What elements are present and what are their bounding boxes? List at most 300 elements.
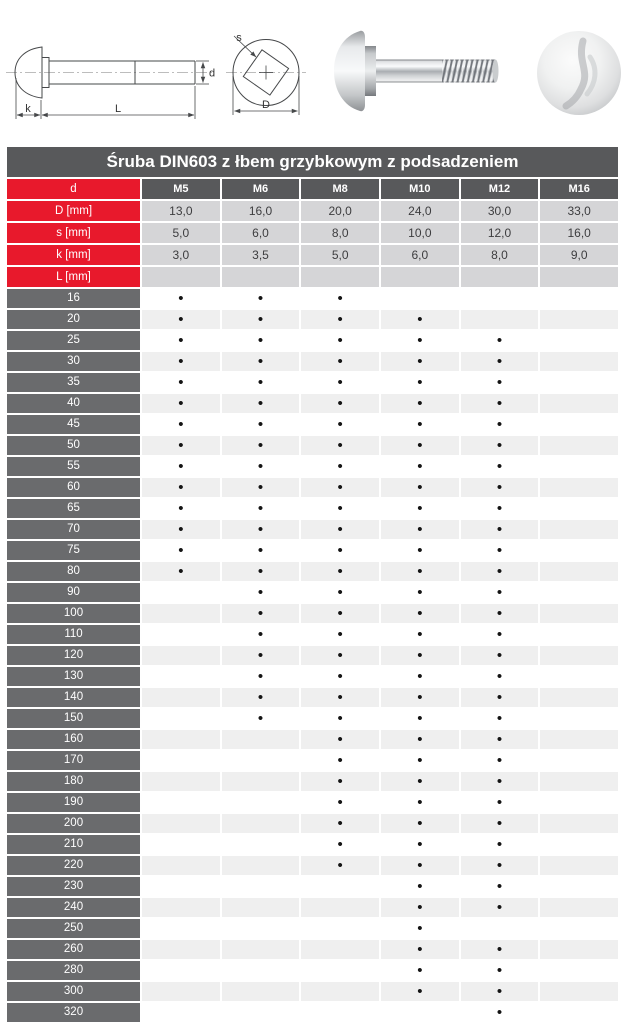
empty-cell: [142, 267, 220, 287]
availability-cell: [381, 877, 459, 896]
bolt-photo: [330, 28, 502, 116]
availability-dot: •: [257, 332, 264, 349]
side-view-drawing: [6, 47, 216, 119]
length-row: [7, 709, 618, 728]
dimension-value: 24,0: [381, 201, 459, 221]
availability-cell: [301, 940, 379, 959]
availability-cell: [222, 856, 300, 875]
availability-cell: [222, 667, 300, 686]
dimension-value: 3,0: [142, 245, 220, 265]
availability-dot: •: [257, 521, 264, 538]
availability-cell: [461, 289, 539, 308]
availability-cell: [540, 961, 618, 980]
dimension-label: s [mm]: [7, 223, 140, 243]
length-row: [7, 940, 618, 959]
availability-cell: [142, 793, 220, 812]
availability-cell: [461, 352, 539, 371]
availability-cell: [142, 625, 220, 644]
availability-cell: [381, 415, 459, 434]
availability-cell: [540, 688, 618, 707]
availability-cell: [381, 793, 459, 812]
availability-dot: •: [496, 836, 503, 853]
availability-dot: •: [417, 416, 423, 433]
availability-cell: [381, 499, 459, 518]
availability-cell: [381, 583, 459, 602]
availability-dot: •: [337, 584, 343, 601]
dimension-value: 6,0: [222, 223, 300, 243]
availability-dot: •: [257, 311, 264, 328]
availability-dot: •: [337, 458, 343, 475]
availability-cell: [222, 814, 300, 833]
col-header-m10: M10: [381, 179, 459, 199]
length-value-cell: 250: [7, 919, 140, 938]
availability-cell: [222, 604, 300, 623]
length-value-cell: 140: [7, 688, 140, 707]
availability-cell: [142, 373, 220, 392]
availability-dot: •: [178, 290, 184, 307]
availability-cell: [540, 541, 618, 560]
availability-cell: [222, 877, 300, 896]
availability-cell: [540, 856, 618, 875]
availability-cell: [540, 877, 618, 896]
availability-dot: •: [496, 416, 503, 433]
length-row: [7, 604, 618, 623]
length-row: [7, 898, 618, 917]
availability-cell: [461, 415, 539, 434]
availability-cell: [142, 562, 220, 581]
availability-dot: •: [496, 437, 503, 454]
availability-cell: [461, 499, 539, 518]
availability-dot: •: [257, 500, 264, 517]
availability-dot: •: [337, 668, 343, 685]
availability-cell: [301, 982, 379, 1001]
length-row: [7, 835, 618, 854]
availability-cell: [301, 1003, 379, 1022]
availability-cell: [381, 520, 459, 539]
availability-cell: [142, 667, 220, 686]
availability-cell: [381, 667, 459, 686]
availability-cell: [381, 709, 459, 728]
availability-cell: [540, 814, 618, 833]
availability-cell: [222, 373, 300, 392]
availability-dot: •: [257, 374, 264, 391]
availability-dot: •: [337, 836, 343, 853]
availability-dot: •: [337, 647, 343, 664]
availability-dot: •: [496, 752, 503, 769]
dimension-value: 33,0: [540, 201, 618, 221]
availability-cell: [540, 478, 618, 497]
availability-dot: •: [417, 605, 423, 622]
length-value-cell: 200: [7, 814, 140, 833]
availability-dot: •: [337, 794, 343, 811]
dimension-rows: [7, 201, 618, 265]
availability-cell: [461, 562, 539, 581]
availability-dot: •: [178, 332, 184, 349]
availability-cell: [222, 961, 300, 980]
availability-cell: [381, 436, 459, 455]
bolt-head: [334, 31, 365, 111]
availability-dot: •: [496, 815, 503, 832]
availability-dot: •: [257, 479, 264, 496]
availability-cell: [381, 352, 459, 371]
bolt-shank: [376, 60, 444, 83]
availability-cell: [142, 289, 220, 308]
availability-dot: •: [496, 458, 503, 475]
D-dim-label: D: [262, 99, 270, 111]
d-dim-label: d: [209, 67, 216, 80]
bolt-tip: [493, 60, 499, 83]
availability-dot: •: [417, 584, 423, 601]
availability-cell: [142, 856, 220, 875]
availability-cell: [142, 541, 220, 560]
availability-cell: [461, 856, 539, 875]
availability-dot: •: [496, 374, 503, 391]
availability-cell: [142, 919, 220, 938]
availability-dot: •: [257, 626, 264, 643]
availability-dot: •: [496, 689, 503, 706]
availability-dot: •: [257, 458, 264, 475]
availability-cell: [540, 415, 618, 434]
availability-cell: [301, 394, 379, 413]
availability-cell: [540, 919, 618, 938]
availability-cell: [142, 709, 220, 728]
dimension-value: 30,0: [461, 201, 539, 221]
availability-cell: [461, 331, 539, 350]
availability-cell: [381, 646, 459, 665]
availability-dot: •: [496, 941, 503, 958]
availability-cell: [222, 352, 300, 371]
availability-dot: •: [417, 794, 423, 811]
availability-cell: [222, 982, 300, 1001]
availability-dot: •: [337, 773, 343, 790]
availability-dot: •: [496, 605, 503, 622]
length-row: [7, 562, 618, 581]
availability-cell: [540, 352, 618, 371]
availability-dot: •: [417, 899, 423, 916]
availability-dot: •: [178, 479, 184, 496]
availability-dot: •: [496, 668, 503, 685]
availability-dot: •: [178, 521, 184, 538]
length-row: [7, 856, 618, 875]
availability-dot: •: [337, 521, 343, 538]
availability-cell: [222, 436, 300, 455]
availability-dot: •: [257, 584, 264, 601]
availability-dot: •: [496, 332, 503, 349]
availability-dot: •: [337, 437, 343, 454]
availability-cell: [540, 835, 618, 854]
length-value-cell: 35: [7, 373, 140, 392]
length-value-cell: 220: [7, 856, 140, 875]
availability-dot: •: [337, 353, 343, 370]
availability-cell: [461, 940, 539, 959]
availability-cell: [222, 415, 300, 434]
availability-cell: [142, 499, 220, 518]
availability-dot: •: [337, 395, 343, 412]
availability-dot: •: [417, 815, 423, 832]
availability-dot: •: [257, 353, 264, 370]
length-value-cell: 180: [7, 772, 140, 791]
length-row: [7, 688, 618, 707]
availability-cell: [301, 961, 379, 980]
length-value-cell: 25: [7, 331, 140, 350]
availability-dot: •: [178, 563, 184, 580]
availability-dot: •: [337, 815, 343, 832]
availability-cell: [222, 289, 300, 308]
availability-dot: •: [417, 626, 423, 643]
availability-dot: •: [496, 395, 503, 412]
availability-cell: [540, 520, 618, 539]
length-value-cell: 130: [7, 667, 140, 686]
availability-cell: [301, 373, 379, 392]
availability-cell: [461, 625, 539, 644]
availability-cell: [381, 940, 459, 959]
availability-dot: •: [178, 374, 184, 391]
availability-cell: [222, 940, 300, 959]
availability-cell: [142, 583, 220, 602]
availability-dot: •: [496, 1004, 503, 1021]
availability-cell: [301, 415, 379, 434]
availability-dot: •: [178, 311, 184, 328]
availability-cell: [381, 814, 459, 833]
availability-dot: •: [496, 584, 503, 601]
availability-cell: [301, 436, 379, 455]
availability-cell: [540, 457, 618, 476]
availability-cell: [301, 352, 379, 371]
availability-cell: [540, 793, 618, 812]
availability-cell: [301, 541, 379, 560]
availability-cell: [222, 499, 300, 518]
availability-dot: •: [417, 332, 423, 349]
availability-dot: •: [496, 647, 503, 664]
availability-cell: [142, 352, 220, 371]
availability-dot: •: [496, 773, 503, 790]
dimension-value: 5,0: [142, 223, 220, 243]
length-row: [7, 352, 618, 371]
availability-cell: [142, 940, 220, 959]
size-header-row: [7, 179, 618, 199]
availability-cell: [461, 373, 539, 392]
availability-dot: •: [178, 416, 184, 433]
availability-cell: [540, 604, 618, 623]
availability-dot: •: [496, 500, 503, 517]
empty-cell: [301, 267, 379, 287]
length-header-row: [7, 267, 618, 287]
availability-dot: •: [257, 290, 264, 307]
col-header-d: d: [7, 179, 140, 199]
availability-dot: •: [417, 542, 423, 559]
availability-dot: •: [178, 395, 184, 412]
table-title: Śruba DIN603 z łbem grzybkowym z podsadzeniem: [7, 147, 618, 177]
availability-cell: [540, 730, 618, 749]
availability-cell: [461, 541, 539, 560]
k-dim-label: k: [25, 103, 31, 115]
availability-cell: [222, 919, 300, 938]
length-row: [7, 289, 618, 308]
availability-dot: •: [496, 626, 503, 643]
availability-cell: [222, 541, 300, 560]
length-value-cell: 120: [7, 646, 140, 665]
availability-cell: [540, 709, 618, 728]
length-row: [7, 583, 618, 602]
dimension-row: [7, 223, 618, 243]
availability-dot: •: [417, 500, 423, 517]
length-row: [7, 667, 618, 686]
availability-cell: [222, 793, 300, 812]
availability-cell: [540, 667, 618, 686]
availability-cell: [222, 772, 300, 791]
length-row: [7, 961, 618, 980]
availability-cell: [381, 457, 459, 476]
availability-cell: [142, 331, 220, 350]
dimension-value: 9,0: [540, 245, 618, 265]
availability-cell: [301, 499, 379, 518]
availability-dot: •: [337, 689, 343, 706]
availability-dot: •: [337, 374, 343, 391]
availability-cell: [540, 373, 618, 392]
availability-cell: [540, 646, 618, 665]
dimension-value: 3,5: [222, 245, 300, 265]
availability-dot: •: [496, 878, 503, 895]
availability-dot: •: [337, 857, 343, 874]
availability-cell: [461, 835, 539, 854]
length-value-cell: 45: [7, 415, 140, 434]
col-header-m8: M8: [301, 179, 379, 199]
length-header-label: L [mm]: [7, 267, 140, 287]
availability-cell: [381, 919, 459, 938]
availability-cell: [142, 814, 220, 833]
length-row: [7, 310, 618, 329]
availability-dot: •: [496, 899, 503, 916]
technical-drawing: [0, 0, 318, 147]
availability-dot: •: [337, 710, 343, 727]
availability-cell: [381, 982, 459, 1001]
length-row: [7, 751, 618, 770]
availability-cell: [222, 751, 300, 770]
availability-cell: [142, 772, 220, 791]
length-value-cell: 55: [7, 457, 140, 476]
availability-cell: [142, 898, 220, 917]
availability-cell: [301, 478, 379, 497]
availability-cell: [540, 940, 618, 959]
dimension-row: [7, 245, 618, 265]
availability-dot: •: [337, 500, 343, 517]
length-row: [7, 394, 618, 413]
length-value-cell: 150: [7, 709, 140, 728]
availability-cell: [381, 394, 459, 413]
dimension-value: 5,0: [301, 245, 379, 265]
availability-cell: [222, 835, 300, 854]
availability-cell: [461, 772, 539, 791]
dimension-value: 12,0: [461, 223, 539, 243]
availability-cell: [142, 835, 220, 854]
length-value-cell: 30: [7, 352, 140, 371]
availability-dot: •: [417, 836, 423, 853]
availability-dot: •: [496, 983, 503, 1000]
availability-dot: •: [257, 563, 264, 580]
length-row: [7, 541, 618, 560]
dimension-value: 8,0: [301, 223, 379, 243]
bolt-threads: [442, 60, 496, 83]
availability-cell: [540, 436, 618, 455]
availability-dot: •: [337, 416, 343, 433]
availability-cell: [301, 310, 379, 329]
length-value-cell: 300: [7, 982, 140, 1001]
availability-dot: •: [257, 647, 264, 664]
availability-cell: [461, 646, 539, 665]
availability-cell: [540, 1003, 618, 1022]
availability-cell: [461, 898, 539, 917]
availability-cell: [301, 604, 379, 623]
L-dim-label: L: [114, 103, 122, 115]
availability-cell: [301, 814, 379, 833]
availability-cell: [461, 751, 539, 770]
availability-cell: [301, 562, 379, 581]
col-header-m12: M12: [461, 179, 539, 199]
availability-cell: [540, 331, 618, 350]
length-row: [7, 520, 618, 539]
availability-dot: •: [496, 794, 503, 811]
length-row: [7, 982, 618, 1001]
availability-dot: •: [417, 479, 423, 496]
availability-dot: •: [417, 857, 423, 874]
length-row: [7, 772, 618, 791]
dimension-row: [7, 201, 618, 221]
availability-dot: •: [417, 920, 423, 937]
availability-cell: [381, 835, 459, 854]
availability-dot: •: [337, 332, 343, 349]
length-value-cell: 70: [7, 520, 140, 539]
availability-cell: [301, 688, 379, 707]
availability-dot: •: [257, 710, 264, 727]
length-value-cell: 20: [7, 310, 140, 329]
availability-cell: [461, 1003, 539, 1022]
col-header-m5: M5: [142, 179, 220, 199]
length-row: [7, 877, 618, 896]
dimension-value: 8,0: [461, 245, 539, 265]
length-row: [7, 415, 618, 434]
length-row: [7, 373, 618, 392]
availability-dot: •: [178, 500, 184, 517]
availability-dot: •: [417, 773, 423, 790]
length-value-cell: 40: [7, 394, 140, 413]
length-row: [7, 457, 618, 476]
availability-cell: [142, 457, 220, 476]
availability-cell: [301, 709, 379, 728]
availability-cell: [301, 793, 379, 812]
dimension-label: D [mm]: [7, 201, 140, 221]
availability-cell: [142, 688, 220, 707]
availability-cell: [142, 604, 220, 623]
length-row: [7, 1003, 618, 1022]
availability-dot: •: [496, 710, 503, 727]
availability-cell: [540, 751, 618, 770]
length-row: [7, 331, 618, 350]
dimension-label: k [mm]: [7, 245, 140, 265]
availability-cell: [540, 898, 618, 917]
availability-cell: [381, 604, 459, 623]
availability-dot: •: [178, 437, 184, 454]
availability-cell: [381, 310, 459, 329]
availability-cell: [142, 877, 220, 896]
availability-cell: [461, 604, 539, 623]
availability-cell: [461, 457, 539, 476]
availability-cell: [222, 688, 300, 707]
length-value-cell: 240: [7, 898, 140, 917]
availability-cell: [222, 709, 300, 728]
dimension-value: 13,0: [142, 201, 220, 221]
availability-dot: •: [257, 395, 264, 412]
length-row: [7, 646, 618, 665]
